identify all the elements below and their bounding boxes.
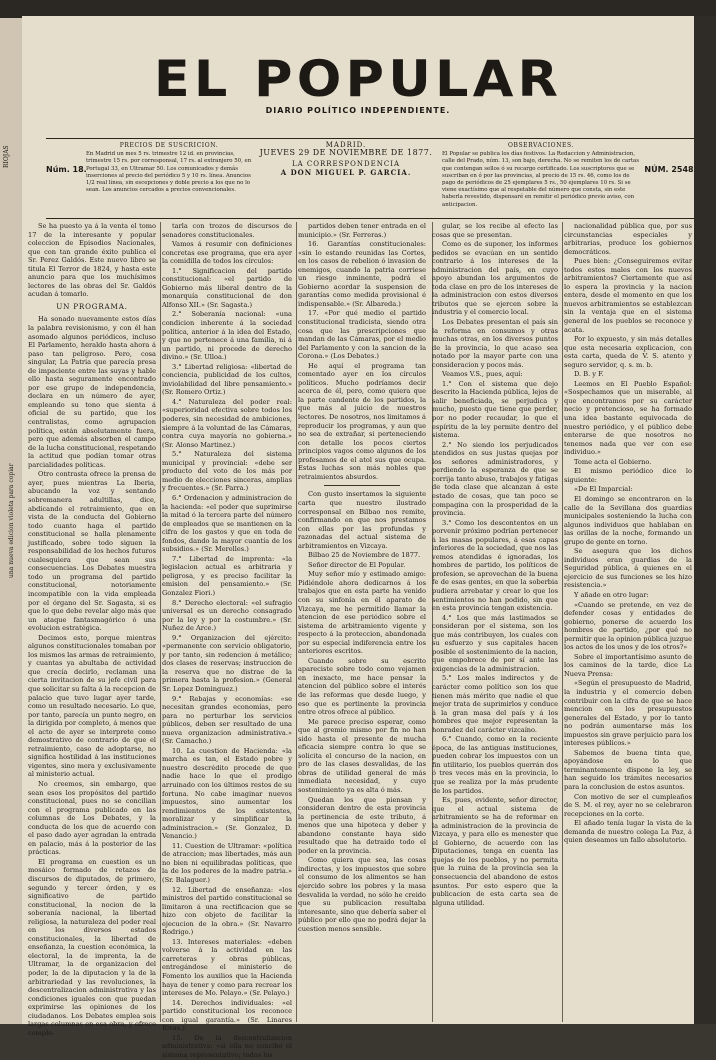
observations-text: El Popular se publica los días festivos. La Redaccion y Administracion, calle del Prado, núm. 13, son bajo, derecha. No se remiten los de cartas que contengan sellos ó su recargo certificado. Los suscriptores que se suscriban en ó por las provincias, al precio de 15 rs. 46, como los de pago de periódicos de 25 ejemplares 5 rs., 50 ejemplares 10 rs. Si se viene exactísimo que al respetable del número que consta, sin este haberla revestido, dispensaré en remitir el periódico previo aviso, con anticipacion. <box>442 151 639 208</box>
paragraph: No creemos, sin embargo, que sean esos los propósitos del partido constitucional, pues no se concilian con el programa publicado en las columnas de Los Debates, y la conducta de los que de acuerdo con el paso dado ayer agradan la entrada en palacio, más á la posterior de las prácticas. <box>28 780 156 857</box>
issue-number-left: Núm. 18. <box>46 165 87 174</box>
paragraph: «Según el presupuesto de Madrid, la industria y el comercio deben contribuir con la cifra de que se hace mencion en los presupuestos generales del Estado, y por lo tanto no podrán aumentarse más los impuestos sin grave perjuicio para los intereses públicos.» <box>564 679 692 748</box>
paragraph: Como es de suponer, los informes pedidos se evacúan en un sentido contrario á los intereses de la administracion del país, en cuyo apoyo abundan los argumentos de toda clase en pro de los intereses de la administracion con estos diversos tributos que se ejercen sobre la industria y el comercio local. <box>432 240 558 317</box>
paragraph: Señor director de El Popular. <box>308 560 406 569</box>
correspondence-label: LA CORRESPONDENCIA <box>291 160 401 169</box>
paragraph: Cuando sobre su escrito apareciste sobre todo como vejamen en inexacto, me hace pensar la atencion del público sobre el interés de las reformas que desde luego, y eso que es pertinente la provincia entre otros ofrece al público. <box>298 656 426 717</box>
city: MADRID. <box>325 141 367 149</box>
paragraph: Otro contrasta ofrece la prensa de ayer, pues mientras La Iberia, abucando la voz y sentando sobremanera adultillas, dice, abdicando el retraimiento, que en vista de la conducta del Gobierno todo cuanto haga el partido constitucional se halla plenamente justificado, sobre todo siguen la responsabilidad de los hechos futuros cualesquiera que sean sus consecuencias. Los Debates muestra todo un programa del partido constitucional, notoriamente incompatible con la vida empleada por el órgano del Sr. Sagasta, si es que lo que debe revelar algo más que un ataque fantasmagórico ó una evolucion estratégica. <box>28 470 156 633</box>
text-column-3 <box>298 222 426 1022</box>
paragraph: Leemos en El Pueblo Español: «Sospechamos que un miserable, al que encontramos por su carácter necio y pretencioso, se ha formado una idea bastante equivocada de nuestro periódico, y el público debe enterarse de que nosotros no tenemos nada que ver con ese individuo.» <box>564 379 692 457</box>
section-rule <box>324 485 401 486</box>
paragraph: gular, se los recibe al efecto las cosas que se presentan. <box>432 222 558 239</box>
paragraph: 4.° Los que más lastimados se consideran por el sistema, son los que más contribuyen, los cuales con su esfuerzo y sus capitales hacen posible el sostenimiento de la nacion, que empobrece de por sí ante las exigencias de la administracion. <box>432 613 558 673</box>
paragraph: He aquí el programa tan comentado ayer en los círculos políticos. Mucho podríamos decir acerca de él, pero, como quiera que la parte candente de los partidos, la que más al juicio de nuestros lectores. De nosotros, nos limitamos á reproducir los programas, y aun que no sea de extrañar, si perteneciendo con detalle los pocos ciertos principios vagos como algunos de los profesamos de el atol sus que ocupa. Estas luchas son más nobles que retraimientos absurdos. <box>298 361 426 481</box>
newspaper-title: EL POPULAR <box>153 50 563 108</box>
paragraph: Me parece preciso esperar, como que al gremio mismo por fin no han sido hasta el presente de mucha eficacia siempre contra lo que se solicita el concurso de la nacion, en pro de las clases desvalidas, de las obras de utilidad general de más inmediata necesidad, y cuyo sostenimiento ya es alta ó más. <box>298 717 426 794</box>
paragraph: tarla con trozos de discursos de senadores constitucionales. <box>162 222 292 239</box>
paragraph: Y añade en otro lugar: <box>574 590 649 599</box>
observations-box <box>442 142 640 209</box>
observations-heading: OBSERVACIONES. <box>507 142 575 149</box>
paragraph: Se ha puesto ya á la venta el tomo 17 de la interesante y popular coleccion de Episodios Nacionales, que con tan grande éxito publica el Sr. Perez Galdós. Este nuevo libro se titula El Terror de 1824, y hasta este anuncio para que los muchísimos lectores de las obras del Sr. Galdós acudan á tomarlo. <box>28 222 156 299</box>
paragraph: D. B. y F. <box>574 370 604 379</box>
paragraph: 4.° Naturaleza del poder real: «superioridad efectiva sobre todos los poderes, sin necesidad de ambiciones, siempre á la voluntad de las Cámaras, contra cuya mayoría no gobierna.» (Sr. Alonso Martinez.) <box>162 397 292 449</box>
paragraph: El domingo se encontraron en la calle de la Sevillana dos guardias municipales sosteniendo la lucha con algunos individuos que hablaban en las orillas de la noche, formando un grupo de gente en torno. <box>564 494 692 546</box>
adjacent-page-text: una nueva edicion violeta para copiar <box>8 463 15 578</box>
paragraph: 7.° Libertad de imprenta: «la legislacion actual es arbitraria y peligrosa, y es preciso facilitar la emision del pensamiento.» (Sr. Gonzalez Fiori.) <box>162 554 292 597</box>
paragraph: 12. Libertad de enseñanza: «los ministros del partido constitucional se limitaron á una rectificacion que se hizo con objeto de facilitar la ejecucion de la obra.» (Sr. Navarro Rodrigo.) <box>162 885 292 937</box>
info-bar <box>46 142 694 216</box>
paragraph: 11. Cuestion de Ultramar: «política de atraccion; mas libertades, más aun no bien ni equilibradas políticas, que la de los poderes de la madre patria.» (Sr. Balaguer.) <box>162 841 292 885</box>
paragraph: 16. Garantías constitucionales: «sin lo estando reunidas las Cortes, en los casos de rebelion ó invasion de enemigos, cuando la patria corriese un riesgo inminente, podrá el Gobierno acordar la suspension de garantías como medida provisional é indispensable.» (Sr. Albareda.) <box>298 240 426 308</box>
paragraph: Ha sonado nuevamente estos días la palabra revisionismo, y con él han asomado algunos periódicos, incluso El Parlamento, heraldo hasta ahora á paso tan peligroso. Pero, cosa singular, La Patria que parecía presa de impaciente entre las suyas y hable ello hasta seguramente encontrado por ese grupo de independencia, declara en un número de ayer, empleando su tono que sienta á oficial de su partido, que los centralistas, como agrupacion política, están absolutamente fuera, pero que además absorben el campo de la lucha constitucional, respetando la actitud que podían tomar otras parcialidades políticas. <box>28 315 156 469</box>
newspaper-subtitle: DIARIO POLÍTICO INDEPENDIENTE. <box>265 106 451 115</box>
paragraph: 15. De la descentralizacion administrativa: «si ella no concibo el sistema representativo; todos los <box>162 1033 292 1059</box>
paragraph: 6.° Ordenacion y administracion de la hacienda: «el poder que suprimirse la mitad ó la tercera parte del número de empleados que se mantienen en la cifra de los gastos y que en toda de fondos, dando la mayor cuantía de los subsidios.» (Sr. Merelles.) <box>162 493 292 554</box>
paragraph: Bilbao 25 de Noviembre de 1877. <box>308 551 421 560</box>
paragraph: Tome acta el Gobierno. <box>574 457 652 466</box>
paragraph: «Cuando se pretende, en vez de defender cosas y entidades de gobierno, ponerse de acuerdo los hombres de partido, ¿por qué no permitir que la opinion pública juzgue los actos de los unos y de los otros?» <box>564 600 692 652</box>
paragraph: Sabemos de buena tinta que, apoyándose en lo que terminantemente dispone la ley, se han seguido los trámites necesarios para la conclusion de estos asuntos. <box>564 748 692 791</box>
paragraph: Por lo expuesto, y sin más detalles que esta necesaria explicacion, con esta carta, queda de V. S. atento y seguro servidor, q. s. m. b. <box>564 335 692 369</box>
paragraph: 5.° Los males indirectos y de carácter como político son los que tienen más mérito que nadie el que mejor trata de suprimirlos y conduce á la gran masa del país y á los hombres que mejor representan la honradez del carácter vizcaíno. <box>432 674 558 734</box>
header-rule <box>46 138 694 139</box>
paragraph: «De El Imparcial: <box>574 485 633 494</box>
correspondence-addressee: A DON MIGUEL P. GARCIA. <box>280 167 412 177</box>
paragraph: 8.° Derecho electoral: «el sufragio universal es un derecho consagrado por la ley y por la costumbre.» (Sr. Nuñez de Arce.) <box>162 598 292 633</box>
newspaper-page <box>22 16 694 1059</box>
subscription-text: En Madrid un mes 5 rs. trimestre 12 id. en provincias, trimestre 15 rs. por corresponsal, 17 rs. al extranjero 50, en Portugal 33, en Ultramar 50. Los comunicados y demás inserciones al precio del periódico 5 y 10 rs. línea. Anuncios 1/2 real línea, sin escepciones y doble precio a los que no lo sean. Los anuncios cercados a precios convencionales. <box>86 151 252 194</box>
paragraph: Decimos esto, porque mientras algunos constitucionales tomaban por los mismos las armas de retraimiento, y cuantas ya abultaba de actividad que crecía decirlo, reclaman una cierta invitacion de su jefe civil para que solicitar su falta á la recepcion de palacio que tuvo lugar ayer tarde, como un resultado necesario. Lo que, por tanto, parecía un punto negro, en la dirigida por completo, á menos que el acto de ayer se interprete como demostrativo de contrario de que el retraimiento, caso de adoptarse, no significa hostilidad á las instituciones vigentes, sino mera y exclusivamente al ministerio actual. <box>28 633 156 779</box>
paragraph: 3.° Libertad religiosa: «libertad de conciencia, publicidad de los cultos, inviolabilidad del libre pensamiento.» (Sr. Romero Ortiz.) <box>162 362 292 397</box>
paragraph: El añado tenía lugar la vista de la demanda de nuestro colega La Paz, á quien deseamos un fallo absolutorio. <box>564 819 692 845</box>
paragraph: nacionalidad pública que, por sus circunstancias especiales y arbitrarias, produce los gobiernos democráticos. <box>564 222 692 256</box>
paragraph: 9.° Rebajas y economías: «se necesitan grandes economías, pero para no perturbar los servicios públicos, deben ser resultado de una nueva organizacion administrativa.» (Sr. Camacho.) <box>162 694 292 746</box>
paragraph: Veamos V.S., pues, aquí: <box>442 370 523 379</box>
paragraph: Vamos á resumir con definiciones concretas ese programa, que era ayer la comidilla de todos los círculos: <box>162 240 292 266</box>
text-column-4 <box>432 222 558 1022</box>
issue-number: NÚM. 2548 <box>644 165 694 174</box>
paragraph: Es, pues, evidente, señor director, que el actual sistema de arbitramiento se ha de reformar en la administracion de la provincia de Vizcaya, y para ello es menester que el Gobierno, de acuerdo con las Diputaciones, tenga en cuenta las quejas de los pueblos, y no permita que la ruina de la provincia sea la consecuencia del abandono de estos asuntos. Por esto espero que la publicacion de esta carta sea de alguna utilidad. <box>432 796 558 907</box>
paragraph: partidos deben tener entrada en el municipio.» (Sr. Ferreras.) <box>298 222 426 239</box>
paragraph: El mismo periódico dice lo siguiente: <box>564 467 692 484</box>
paragraph: Con gusto insertamos la siguiente carta que nuestro ilustrado corresponsal en Bilbao nos remite, confirmando en que nos prestamos con ellas por las profundas y razonadas del actual sistema de arbitramientos en Vizcaya. <box>298 490 426 550</box>
paragraph: 9.° Organizacion del ejército: «permanente con servicio obligatorio, y por tanto, sin redencion á metálico; dos clases de reservas; instruccion de la reserva que no distrae de la primera hasta la profesion.» (General Sr. Lopez Dominguez.) <box>162 633 292 693</box>
masthead <box>22 52 694 115</box>
section-heading: UN PROGRAMA. <box>56 301 128 311</box>
paragraph: Como quiera que sea, las cosas indirectas, y los impuestos que sobre el consumo de los alimentos se han ejercido sobre los pobres y la masa desvalida la verdad, no sólo he creido que su publicacion resultaba interesante, sino que debería saber el público por ello que no podrá dejar la cuestion menos sensible. <box>298 856 426 933</box>
subscription-box <box>86 142 252 194</box>
paragraph: 14. Derechos individuales: «el partido constitucional los reconoce con igual garantía.» (Sr. Linares Rivas.) <box>162 998 292 1033</box>
paragraph: Pues bien: ¿Conseguiremos evitar todos estos males con los nuevos arbitramientos? Ciertamente que así lo espera la provincia y la nacion entera, desde el momento en que los nuevos arbitramientos se establezcan sin la ventaja que en el sistema general de los pueblos se reconoce y acata. <box>564 257 692 334</box>
paragraph: 10. La cuestion de Hacienda: «la marcha es tan, el Estado pobre y nuestro descrédito procede de que nadie hace lo que el prodigo arruinado con los últimos restos de su fortuna. No cabe imaginar nuevos impuestos, sino aumentar los rendimientos de los existentes, moralizar y simplificar la administracion.» (Sr. Gonzalez, D. Venancio.) <box>162 746 292 841</box>
paragraph: Con motivo de ser el cumpleaños de S. M. el rey, ayer no se celebraron recepciones en la corte. <box>564 792 692 818</box>
paragraph: 13. Intereses materiales: «deben volverse á la actividad en las carreteras y obras públicas, entregándose el ministerio de Fomento los auxilios que la Hacienda haya de tener y como para recrear los intereses de Mo. Pelayo.» (Sr. Pelayo.) <box>162 937 292 998</box>
adjacent-page-fragment <box>0 18 24 1024</box>
subscription-heading: PRECIOS DE SUSCRICION. <box>119 142 219 149</box>
adjacent-page-text: RIOJAS <box>3 145 10 168</box>
paragraph: 2.° No siendo los perjudicados atendidos en sus justas quejas por los señores administradores, y perdiendo la esperanza de que se corrija tanto abuso, trabajos y fatigas de toda clase que alcanzan á este estado de cosas, que tan poco se compagina con la prosperidad de la provincia. <box>432 440 558 518</box>
paragraph: 5.° Naturaleza del sistema municipal y provincial: «debe ser producto del voto de los más por medio de elecciones sinceras, amplias y frecuentes.» (Sr. Parra.) <box>162 450 292 493</box>
paragraph: 2.° Soberanía nacional: «una condicion inherente á la sociedad política, anterior á la idea del Estado, y que no pertenece á una familia, ni á un partido, ni procede de derecho divino.» (Sr. Ulloa.) <box>162 310 292 362</box>
body-rule <box>46 218 694 219</box>
paragraph: 6.° Cuando, como en la reciente época, de las antiguas instituciones, pueden cobrar los impuestos con un fin utilitario, los pueblos querrán dos ó tres veces más en la provincia, lo que se realiza por la más prudente de los partidos. <box>432 735 558 795</box>
paragraph: 1.° Significacion del partido constitucional: «el partido de Gobierno más liberal dentro de la monarquía constitucional de don Alfonso XII.» (Sr. Sagasta.) <box>162 266 292 309</box>
paragraph: 1.° Con el sistema que dejo descrito la Hacienda pública, lejos de salir beneficiada, se perjudica y mucho, puesto que tiene que perder, por no poder recaudar, lo que el espíritu de la ley permite dentro del sistema. <box>432 379 558 440</box>
date-box <box>256 142 436 176</box>
text-column-2 <box>162 222 292 1059</box>
paragraph: Sobre el importantísimo asunto de los caminos de la tarde, dice La Nueva Prensa: <box>564 652 692 678</box>
text-column-5 <box>564 222 692 1022</box>
issue-date: JUEVES 29 DE NOVIEMBRE DE 1877. <box>259 148 433 158</box>
scan-background <box>694 16 716 1024</box>
paragraph: Se asegura que los dichos individuos eran guardias de la Seguridad pública, á quienes en el ejercicio de sus funciones se les hizo resistencia.» <box>564 547 692 590</box>
paragraph: Muy señor mío y estimado amigo: Pidiéndole ahora dedicarnos á los trabajos que en esta parte ha venido con su sinfonía en él aparato de Vizcaya, me he permitido llamar la atencion de ese periódico sobre el sistema de arbitramiento vigente y respecto á la proteccion, abandonada por su especial indiferencia entre los anteriores escritos. <box>298 570 426 656</box>
article-body <box>28 222 692 1059</box>
paragraph: 17. «Por qué medio el partido constitucional tradicista, siendo otra cosa que las prescripciones que mandan de las Cámaras, por el medio del Parlamento y con la sancion de la Corona.» (Los Debates.) <box>298 309 426 361</box>
paragraph: Los Debates presentan el país sin la reforma en consumos y otras muchas otras, en los diversos puntos de la provincia, lo que acaso sea notado por la mayor parte con una consideracion y pocos más. <box>432 318 558 369</box>
paragraph: El programa en cuestion es un mosáico formado de retazos de discursos de diputados, de primero, segundo y tercer órden, y es significativo de partido constitucional, la nocion de la soberanía nacional, la libertad religiosa, la naturaleza del poder real en los diversos estados constitucionales, la libertad de enseñanza, la cuestion económica, la electoral, la de imprenta, la de Ultramar, la de organizacion del poder, la de la diputacion y la de la arbitrariedad y las revoluciones, la descentralizacion administrativa y las condiciones iguales con que puedan exprimirse las opiniones de los ciudadanos. Los Debates emplea sois largas columnas en esa obra, y ofrece comple- <box>28 857 156 1037</box>
text-column-1 <box>28 222 156 1037</box>
paragraph: 3.° Como los descontentos en un porvenir próximo podrían pertenecer á las masas populares, á esas capas inferiores de la sociedad, que nos las vemos atendidas é ignoradas, los hombres de partido, los políticos de profesion, se aprovechan de la buena fe de esas gentes, en que la soberbia pudiera arrebatar y crear lo que los sentimientos no han podido, sin que en esta provincia tengan existencia. <box>432 518 558 613</box>
paragraph: Quedan los que piensan y consideran dentro de esta provincia la pertinencia de este tributo, á menos que una hipoteca y deber y abandono constante haya sido resultado que ha detraido todo el poder en la provincia. <box>298 795 426 855</box>
